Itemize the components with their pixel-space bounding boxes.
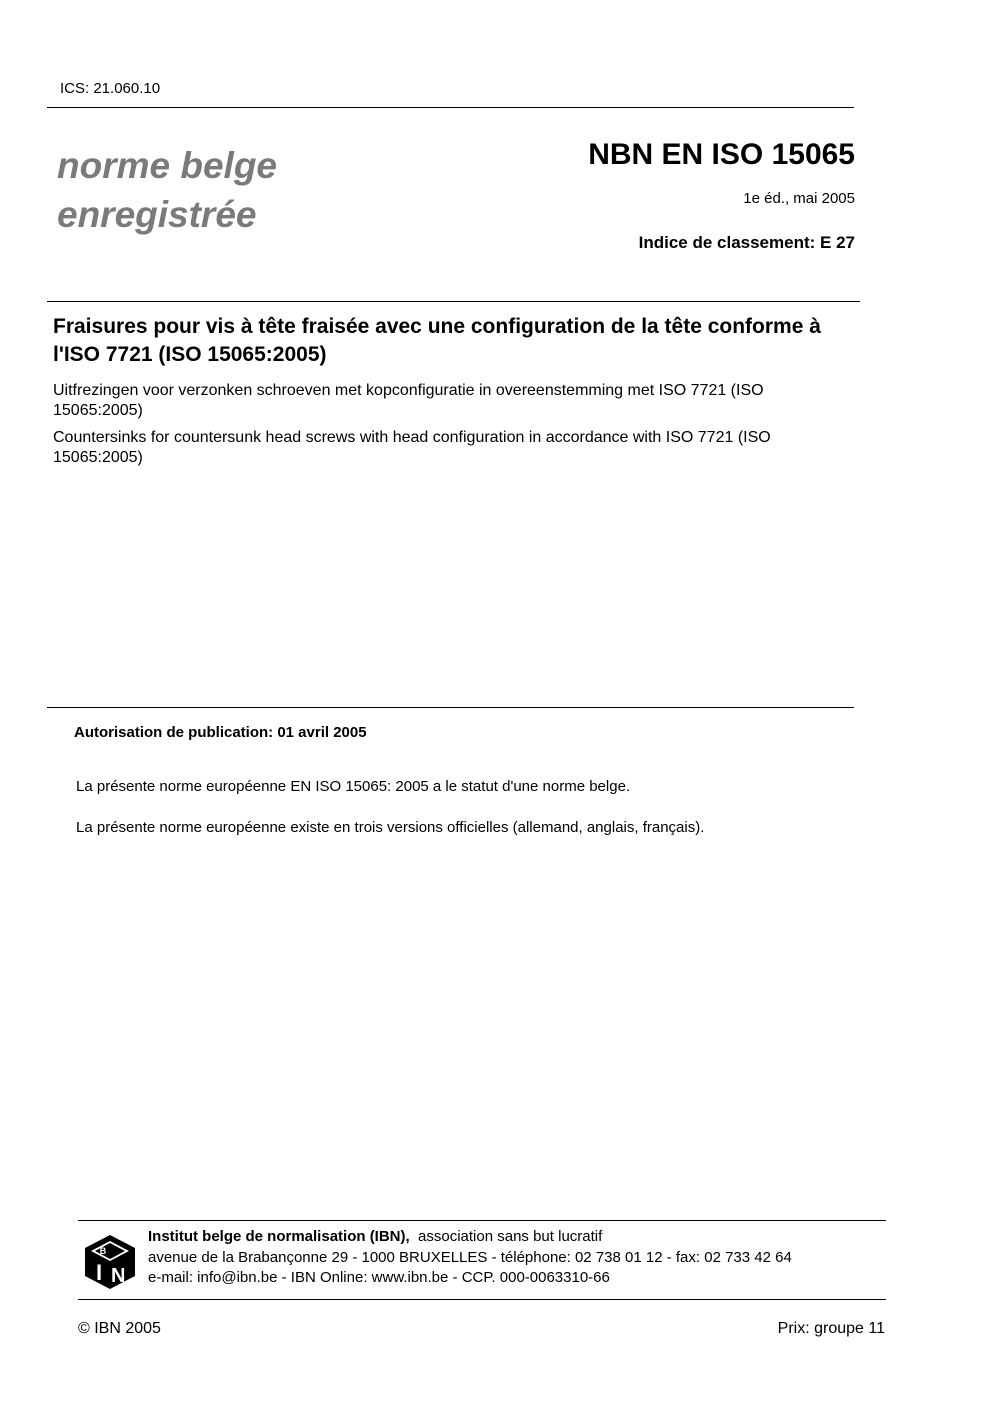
norme-status: [57, 141, 277, 239]
ics-code: ICS: 21.060.10: [60, 80, 161, 97]
edition-date: 1e éd., mai 2005: [743, 190, 855, 207]
publication-rule: [47, 707, 854, 708]
classification-index: Indice de classement: E 27: [638, 233, 855, 252]
status-paragraph: La présente norme européenne EN ISO 15065: 2005 a le statut d'une norme belge.: [76, 778, 631, 795]
institute-line: [148, 1228, 602, 1245]
footer-top-rule: [78, 1220, 886, 1221]
norme-line-2: enregistrée: [57, 194, 257, 235]
price-group: Prix: groupe 11: [777, 1320, 885, 1337]
institute-contact: e-mail: info@ibn.be - IBN Online: www.ibn.be - CCP. 000-0063310-66: [148, 1269, 610, 1286]
institute-address: avenue de la Brabançonne 29 - 1000 BRUXELLES - téléphone: 02 738 01 12 - fax: 02 733 42 64: [148, 1249, 792, 1266]
footer-bottom-rule: [78, 1299, 886, 1300]
standard-code: NBN EN ISO 15065: [588, 138, 855, 171]
title-top-rule: [47, 301, 860, 302]
institute-name: Institut belge de normalisation (IBN),: [148, 1228, 410, 1245]
title-dutch: Uitfrezingen voor verzonken schroeven met kopconfiguratie in overeenstemming met ISO 7721 (ISO 15065:2005): [53, 382, 764, 419]
svg-text:B: B: [99, 1246, 107, 1256]
copyright: © IBN 2005: [78, 1320, 161, 1337]
title-french: Fraisures pour vis à tête fraisée avec une configuration de la tête conforme à l'ISO 7721 (ISO 15065:2005): [53, 315, 821, 366]
svg-text:I: I: [96, 1260, 103, 1285]
header-rule: [47, 107, 854, 108]
institute-description: association sans but lucratif: [418, 1228, 603, 1245]
svg-text:N: N: [111, 1265, 126, 1287]
norme-line-1: norme belge: [57, 145, 277, 186]
publication-authorization: Autorisation de publication: 01 avril 2005: [74, 724, 367, 741]
ibn-logo-icon: [84, 1234, 136, 1290]
versions-paragraph: La présente norme européenne existe en trois versions officielles (allemand, anglais, français).: [76, 819, 705, 836]
title-english: Countersinks for countersunk head screws with head configuration in accordance with ISO 7721 (ISO 15065:2005): [53, 429, 771, 466]
